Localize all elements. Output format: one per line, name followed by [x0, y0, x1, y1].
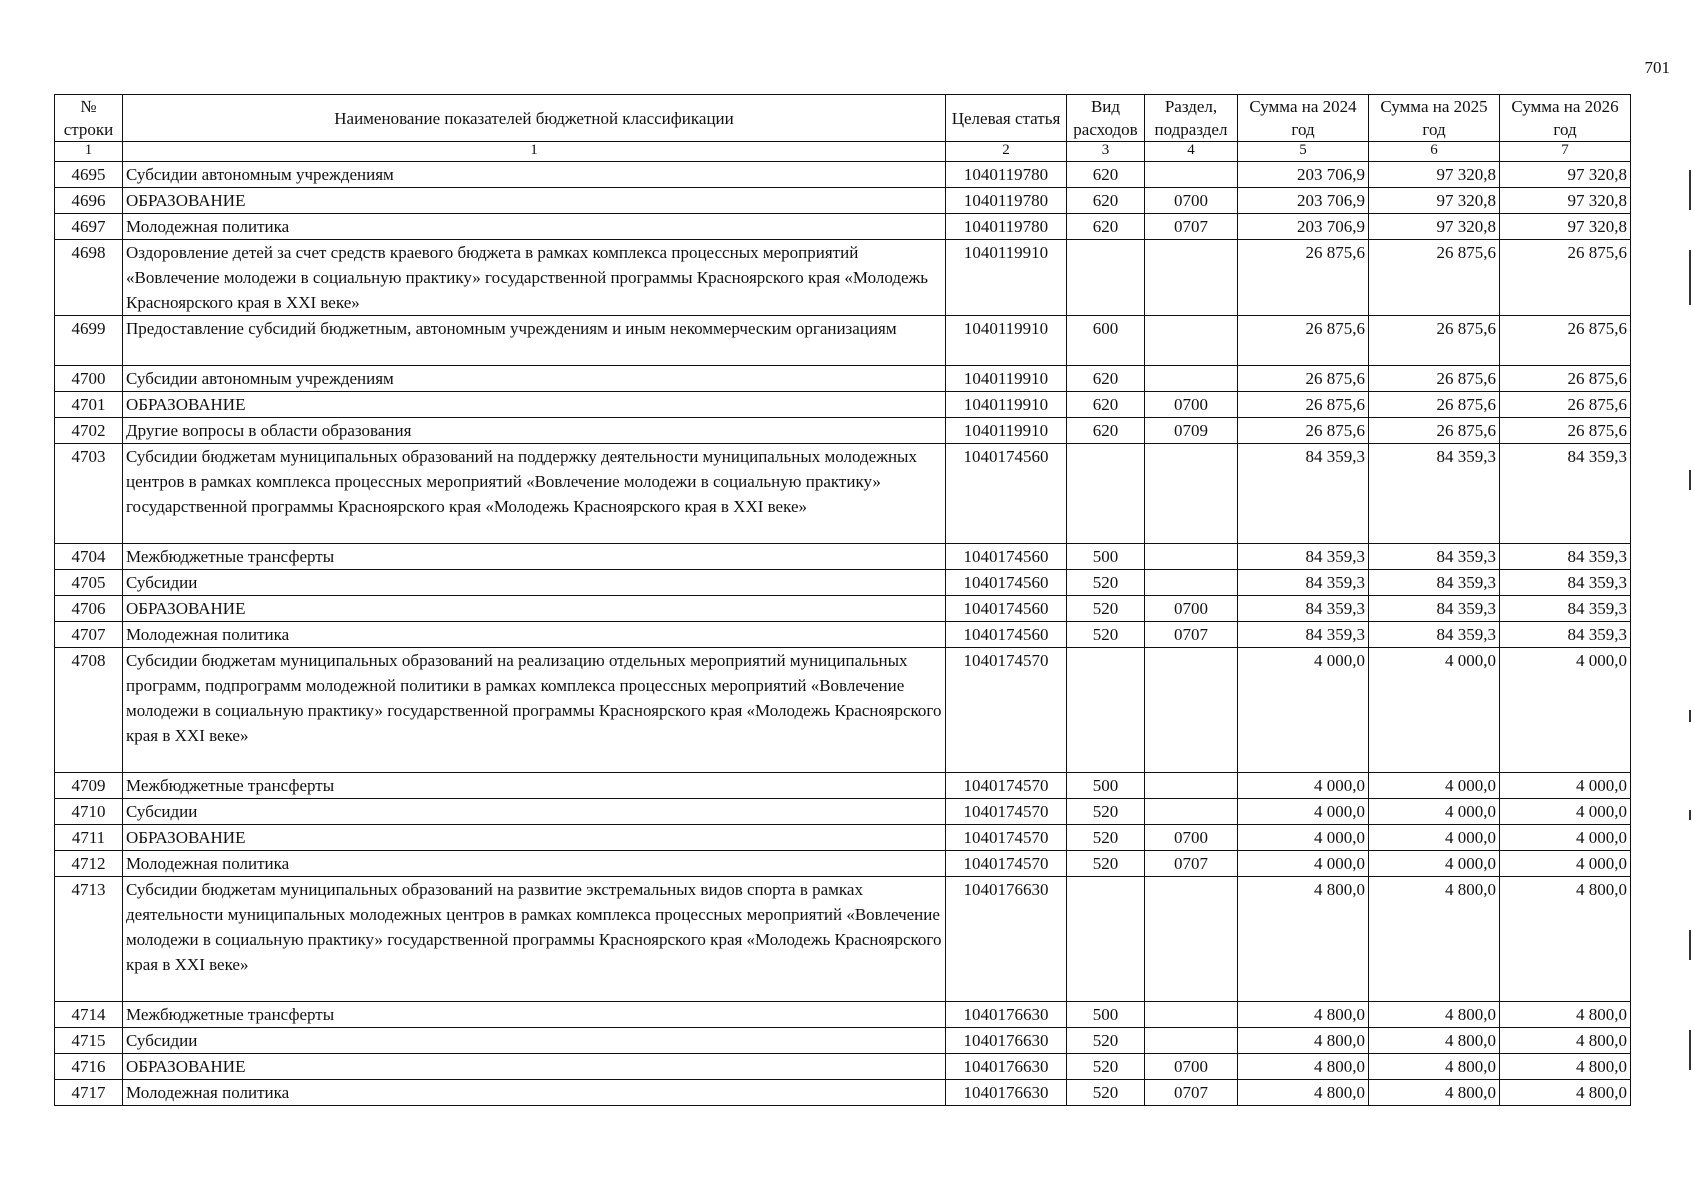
table-row: [55, 316, 1631, 366]
header-sum-2025: Сумма на 2025 год: [1369, 95, 1500, 142]
cell-sum-2025: 26 875,6: [1369, 316, 1500, 366]
cell-target-article: 1040176630: [946, 877, 1067, 1002]
header-expense-type: Вид расходов: [1067, 95, 1145, 142]
cell-section: [1145, 877, 1238, 1002]
budget-table: [54, 94, 1631, 1106]
cell-sum-2024: 203 706,9: [1238, 162, 1369, 188]
column-number: 4: [1145, 142, 1238, 162]
cell-sum-2024: 26 875,6: [1238, 392, 1369, 418]
cell-section: [1145, 366, 1238, 392]
cell-sum-2025: 4 800,0: [1369, 1080, 1500, 1106]
cell-target-article: 1040176630: [946, 1080, 1067, 1106]
header-row-number: № строки: [55, 95, 123, 142]
cell-sum-2024: 84 359,3: [1238, 444, 1369, 544]
cell-sum-2025: 4 800,0: [1369, 877, 1500, 1002]
cell-row-number: 4712: [55, 851, 123, 877]
cell-sum-2026: 26 875,6: [1500, 392, 1631, 418]
table-row: [55, 162, 1631, 188]
table-row: [55, 392, 1631, 418]
cell-sum-2025: 84 359,3: [1369, 570, 1500, 596]
cell-sum-2025: 4 800,0: [1369, 1028, 1500, 1054]
cell-indicator-name: ОБРАЗОВАНИЕ: [123, 825, 946, 851]
cell-expense-type: 520: [1067, 799, 1145, 825]
cell-expense-type: 520: [1067, 1054, 1145, 1080]
cell-sum-2026: 97 320,8: [1500, 214, 1631, 240]
cell-sum-2026: 4 800,0: [1500, 1080, 1631, 1106]
cell-sum-2024: 4 000,0: [1238, 851, 1369, 877]
table-row: [55, 596, 1631, 622]
cell-indicator-name: Молодежная политика: [123, 1080, 946, 1106]
cell-sum-2025: 4 800,0: [1369, 1002, 1500, 1028]
cell-indicator-name: Оздоровление детей за счет средств краевого бюджета в рамках комплекса процессных мероприятий «Вовлечение молодежи в социальную практику» государственной программы Красноярского края «Молодежь Красноярского края в XXI веке»: [123, 240, 946, 316]
cell-sum-2025: 84 359,3: [1369, 444, 1500, 544]
cell-row-number: 4714: [55, 1002, 123, 1028]
cell-section: [1145, 162, 1238, 188]
table-row: [55, 799, 1631, 825]
cell-sum-2025: 4 000,0: [1369, 825, 1500, 851]
cell-sum-2026: 84 359,3: [1500, 444, 1631, 544]
cell-indicator-name: Субсидии: [123, 799, 946, 825]
header-target-article: Целевая статья: [946, 95, 1067, 142]
cell-sum-2024: 4 800,0: [1238, 1080, 1369, 1106]
cell-indicator-name: Субсидии автономным учреждениям: [123, 162, 946, 188]
cell-sum-2024: 4 800,0: [1238, 877, 1369, 1002]
table-body: [55, 162, 1631, 1106]
cell-section: [1145, 570, 1238, 596]
cell-indicator-name: Молодежная политика: [123, 622, 946, 648]
table-row: [55, 622, 1631, 648]
cell-target-article: 1040174560: [946, 596, 1067, 622]
cell-sum-2024: 4 800,0: [1238, 1028, 1369, 1054]
header-indicator-name: Наименование показателей бюджетной классификации: [123, 95, 946, 142]
cell-section: [1145, 544, 1238, 570]
cell-row-number: 4700: [55, 366, 123, 392]
cell-sum-2025: 84 359,3: [1369, 544, 1500, 570]
cell-expense-type: [1067, 648, 1145, 773]
cell-row-number: 4716: [55, 1054, 123, 1080]
cell-expense-type: 520: [1067, 622, 1145, 648]
cell-target-article: 1040119910: [946, 392, 1067, 418]
cell-section: 0707: [1145, 214, 1238, 240]
cell-sum-2025: 84 359,3: [1369, 596, 1500, 622]
cell-sum-2026: 26 875,6: [1500, 366, 1631, 392]
cell-row-number: 4713: [55, 877, 123, 1002]
cell-sum-2025: 26 875,6: [1369, 418, 1500, 444]
cell-sum-2024: 4 000,0: [1238, 773, 1369, 799]
cell-row-number: 4717: [55, 1080, 123, 1106]
cell-target-article: 1040174560: [946, 444, 1067, 544]
cell-expense-type: 520: [1067, 825, 1145, 851]
cell-sum-2026: 4 000,0: [1500, 799, 1631, 825]
cell-expense-type: 620: [1067, 188, 1145, 214]
cell-row-number: 4706: [55, 596, 123, 622]
cell-target-article: 1040174570: [946, 851, 1067, 877]
cell-target-article: 1040119910: [946, 366, 1067, 392]
cell-sum-2026: 84 359,3: [1500, 622, 1631, 648]
cell-row-number: 4695: [55, 162, 123, 188]
cell-sum-2024: 26 875,6: [1238, 418, 1369, 444]
cell-sum-2024: 26 875,6: [1238, 366, 1369, 392]
cell-indicator-name: Субсидии автономным учреждениям: [123, 366, 946, 392]
cell-sum-2025: 97 320,8: [1369, 214, 1500, 240]
cell-row-number: 4699: [55, 316, 123, 366]
cell-target-article: 1040119780: [946, 188, 1067, 214]
column-number: 6: [1369, 142, 1500, 162]
cell-sum-2026: 4 800,0: [1500, 877, 1631, 1002]
cell-sum-2026: 26 875,6: [1500, 316, 1631, 366]
cell-sum-2026: 4 800,0: [1500, 1002, 1631, 1028]
cell-sum-2025: 26 875,6: [1369, 366, 1500, 392]
cell-expense-type: [1067, 240, 1145, 316]
cell-row-number: 4705: [55, 570, 123, 596]
cell-row-number: 4704: [55, 544, 123, 570]
cell-sum-2025: 4 800,0: [1369, 1054, 1500, 1080]
cell-target-article: 1040119910: [946, 418, 1067, 444]
cell-target-article: 1040174560: [946, 570, 1067, 596]
table-row: [55, 418, 1631, 444]
cell-section: 0700: [1145, 392, 1238, 418]
cell-indicator-name: ОБРАЗОВАНИЕ: [123, 596, 946, 622]
cell-row-number: 4703: [55, 444, 123, 544]
cell-indicator-name: Межбюджетные трансферты: [123, 544, 946, 570]
cell-expense-type: 520: [1067, 570, 1145, 596]
cell-sum-2025: 97 320,8: [1369, 188, 1500, 214]
cell-sum-2026: 4 000,0: [1500, 773, 1631, 799]
cell-sum-2026: 4 000,0: [1500, 825, 1631, 851]
cell-target-article: 1040174570: [946, 648, 1067, 773]
cell-target-article: 1040119910: [946, 316, 1067, 366]
cell-indicator-name: Субсидии: [123, 1028, 946, 1054]
cell-indicator-name: Субсидии бюджетам муниципальных образований на реализацию отдельных мероприятий муниципальных программ, подпрограмм молодежной политики в рамках комплекса процессных мероприятий «Вовлечение молодежи в социальную практику» государственной программы Красноярского края «Молодежь Красноярского края в XXI веке»: [123, 648, 946, 773]
cell-sum-2024: 4 000,0: [1238, 825, 1369, 851]
cell-sum-2024: 26 875,6: [1238, 240, 1369, 316]
table-row: [55, 570, 1631, 596]
cell-section: 0707: [1145, 1080, 1238, 1106]
cell-expense-type: 500: [1067, 544, 1145, 570]
cell-sum-2024: 84 359,3: [1238, 622, 1369, 648]
cell-section: 0700: [1145, 1054, 1238, 1080]
cell-row-number: 4710: [55, 799, 123, 825]
cell-indicator-name: ОБРАЗОВАНИЕ: [123, 392, 946, 418]
cell-expense-type: 500: [1067, 1002, 1145, 1028]
cell-expense-type: 520: [1067, 1080, 1145, 1106]
cell-sum-2025: 4 000,0: [1369, 799, 1500, 825]
cell-row-number: 4715: [55, 1028, 123, 1054]
cell-row-number: 4696: [55, 188, 123, 214]
cell-section: [1145, 316, 1238, 366]
cell-row-number: 4698: [55, 240, 123, 316]
cell-expense-type: 620: [1067, 366, 1145, 392]
cell-indicator-name: Субсидии: [123, 570, 946, 596]
cell-expense-type: [1067, 877, 1145, 1002]
cell-target-article: 1040176630: [946, 1028, 1067, 1054]
cell-expense-type: 520: [1067, 851, 1145, 877]
cell-row-number: 4711: [55, 825, 123, 851]
cell-target-article: 1040176630: [946, 1054, 1067, 1080]
header-sum-2026: Сумма на 2026 год: [1500, 95, 1631, 142]
cell-expense-type: 500: [1067, 773, 1145, 799]
cell-indicator-name: Молодежная политика: [123, 851, 946, 877]
column-number: 3: [1067, 142, 1145, 162]
cell-expense-type: [1067, 444, 1145, 544]
cell-target-article: 1040174560: [946, 622, 1067, 648]
cell-sum-2025: 4 000,0: [1369, 648, 1500, 773]
cell-target-article: 1040176630: [946, 1002, 1067, 1028]
cell-expense-type: 520: [1067, 1028, 1145, 1054]
table-row: [55, 648, 1631, 773]
table-row: [55, 851, 1631, 877]
cell-target-article: 1040119780: [946, 214, 1067, 240]
cell-section: [1145, 799, 1238, 825]
cell-section: [1145, 444, 1238, 544]
cell-section: 0700: [1145, 596, 1238, 622]
cell-sum-2026: 4 800,0: [1500, 1054, 1631, 1080]
cell-sum-2025: 4 000,0: [1369, 773, 1500, 799]
cell-row-number: 4708: [55, 648, 123, 773]
cell-row-number: 4702: [55, 418, 123, 444]
column-number: 1: [55, 142, 123, 162]
cell-sum-2026: 4 000,0: [1500, 648, 1631, 773]
table-row: [55, 1002, 1631, 1028]
cell-indicator-name: Межбюджетные трансферты: [123, 773, 946, 799]
cell-expense-type: 620: [1067, 418, 1145, 444]
cell-sum-2025: 26 875,6: [1369, 392, 1500, 418]
header-sum-2024: Сумма на 2024 год: [1238, 95, 1369, 142]
cell-section: [1145, 1002, 1238, 1028]
column-number: 1: [123, 142, 946, 162]
table-row: [55, 214, 1631, 240]
cell-indicator-name: ОБРАЗОВАНИЕ: [123, 188, 946, 214]
table-row: [55, 366, 1631, 392]
cell-sum-2026: 4 800,0: [1500, 1028, 1631, 1054]
cell-sum-2025: 26 875,6: [1369, 240, 1500, 316]
cell-sum-2024: 84 359,3: [1238, 596, 1369, 622]
table-header: [55, 95, 1631, 162]
cell-sum-2026: 84 359,3: [1500, 596, 1631, 622]
cell-sum-2024: 4 000,0: [1238, 648, 1369, 773]
cell-sum-2025: 4 000,0: [1369, 851, 1500, 877]
cell-section: 0700: [1145, 825, 1238, 851]
cell-sum-2024: 203 706,9: [1238, 214, 1369, 240]
cell-expense-type: 620: [1067, 392, 1145, 418]
cell-sum-2026: 26 875,6: [1500, 418, 1631, 444]
cell-target-article: 1040174570: [946, 825, 1067, 851]
cell-sum-2024: 4 800,0: [1238, 1054, 1369, 1080]
column-number: 5: [1238, 142, 1369, 162]
cell-section: 0700: [1145, 188, 1238, 214]
cell-sum-2026: 84 359,3: [1500, 544, 1631, 570]
column-number-row: [55, 142, 1631, 162]
cell-target-article: 1040174570: [946, 773, 1067, 799]
cell-expense-type: 620: [1067, 214, 1145, 240]
cell-sum-2026: 84 359,3: [1500, 570, 1631, 596]
table-row: [55, 544, 1631, 570]
cell-sum-2026: 97 320,8: [1500, 162, 1631, 188]
cell-row-number: 4707: [55, 622, 123, 648]
cell-sum-2024: 203 706,9: [1238, 188, 1369, 214]
table-row: [55, 1080, 1631, 1106]
cell-sum-2024: 4 800,0: [1238, 1002, 1369, 1028]
cell-sum-2026: 97 320,8: [1500, 188, 1631, 214]
cell-row-number: 4701: [55, 392, 123, 418]
table-row: [55, 1054, 1631, 1080]
table-row: [55, 825, 1631, 851]
column-number: 7: [1500, 142, 1631, 162]
cell-expense-type: 620: [1067, 162, 1145, 188]
cell-indicator-name: Субсидии бюджетам муниципальных образований на поддержку деятельности муниципальных молодежных центров в рамках комплекса процессных мероприятий «Вовлечение молодежи в социальную практику» государственной программы Красноярского края «Молодежь Красноярского края в XXI веке»: [123, 444, 946, 544]
cell-sum-2024: 84 359,3: [1238, 544, 1369, 570]
table-row: [55, 444, 1631, 544]
cell-row-number: 4709: [55, 773, 123, 799]
cell-section: [1145, 240, 1238, 316]
cell-section: [1145, 1028, 1238, 1054]
cell-section: 0707: [1145, 622, 1238, 648]
column-number: 2: [946, 142, 1067, 162]
cell-target-article: 1040119910: [946, 240, 1067, 316]
cell-indicator-name: Молодежная политика: [123, 214, 946, 240]
cell-expense-type: 520: [1067, 596, 1145, 622]
cell-sum-2024: 84 359,3: [1238, 570, 1369, 596]
cell-sum-2026: 26 875,6: [1500, 240, 1631, 316]
cell-target-article: 1040174570: [946, 799, 1067, 825]
table-row: [55, 240, 1631, 316]
cell-sum-2025: 84 359,3: [1369, 622, 1500, 648]
cell-section: 0707: [1145, 851, 1238, 877]
cell-indicator-name: Субсидии бюджетам муниципальных образований на развитие экстремальных видов спорта в рамках деятельности муниципальных молодежных центров в рамках комплекса процессных мероприятий «Вовлечение молодежи в социальную практику» государственной программы Красноярского края «Молодежь Красноярского края в XXI веке»: [123, 877, 946, 1002]
cell-indicator-name: Предоставление субсидий бюджетным, автономным учреждениям и иным некоммерческим организациям: [123, 316, 946, 366]
header-section: Раздел, подраздел: [1145, 95, 1238, 142]
cell-sum-2024: 26 875,6: [1238, 316, 1369, 366]
cell-target-article: 1040174560: [946, 544, 1067, 570]
cell-section: [1145, 773, 1238, 799]
cell-indicator-name: ОБРАЗОВАНИЕ: [123, 1054, 946, 1080]
scan-edge-marks: [1686, 170, 1694, 1170]
table-row: [55, 188, 1631, 214]
cell-target-article: 1040119780: [946, 162, 1067, 188]
cell-section: 0709: [1145, 418, 1238, 444]
cell-section: [1145, 648, 1238, 773]
cell-row-number: 4697: [55, 214, 123, 240]
cell-sum-2025: 97 320,8: [1369, 162, 1500, 188]
cell-sum-2024: 4 000,0: [1238, 799, 1369, 825]
table-row: [55, 1028, 1631, 1054]
table-row: [55, 773, 1631, 799]
cell-indicator-name: Другие вопросы в области образования: [123, 418, 946, 444]
cell-indicator-name: Межбюджетные трансферты: [123, 1002, 946, 1028]
cell-expense-type: 600: [1067, 316, 1145, 366]
cell-sum-2026: 4 000,0: [1500, 851, 1631, 877]
table-row: [55, 877, 1631, 1002]
page-number: 701: [1644, 58, 1670, 77]
